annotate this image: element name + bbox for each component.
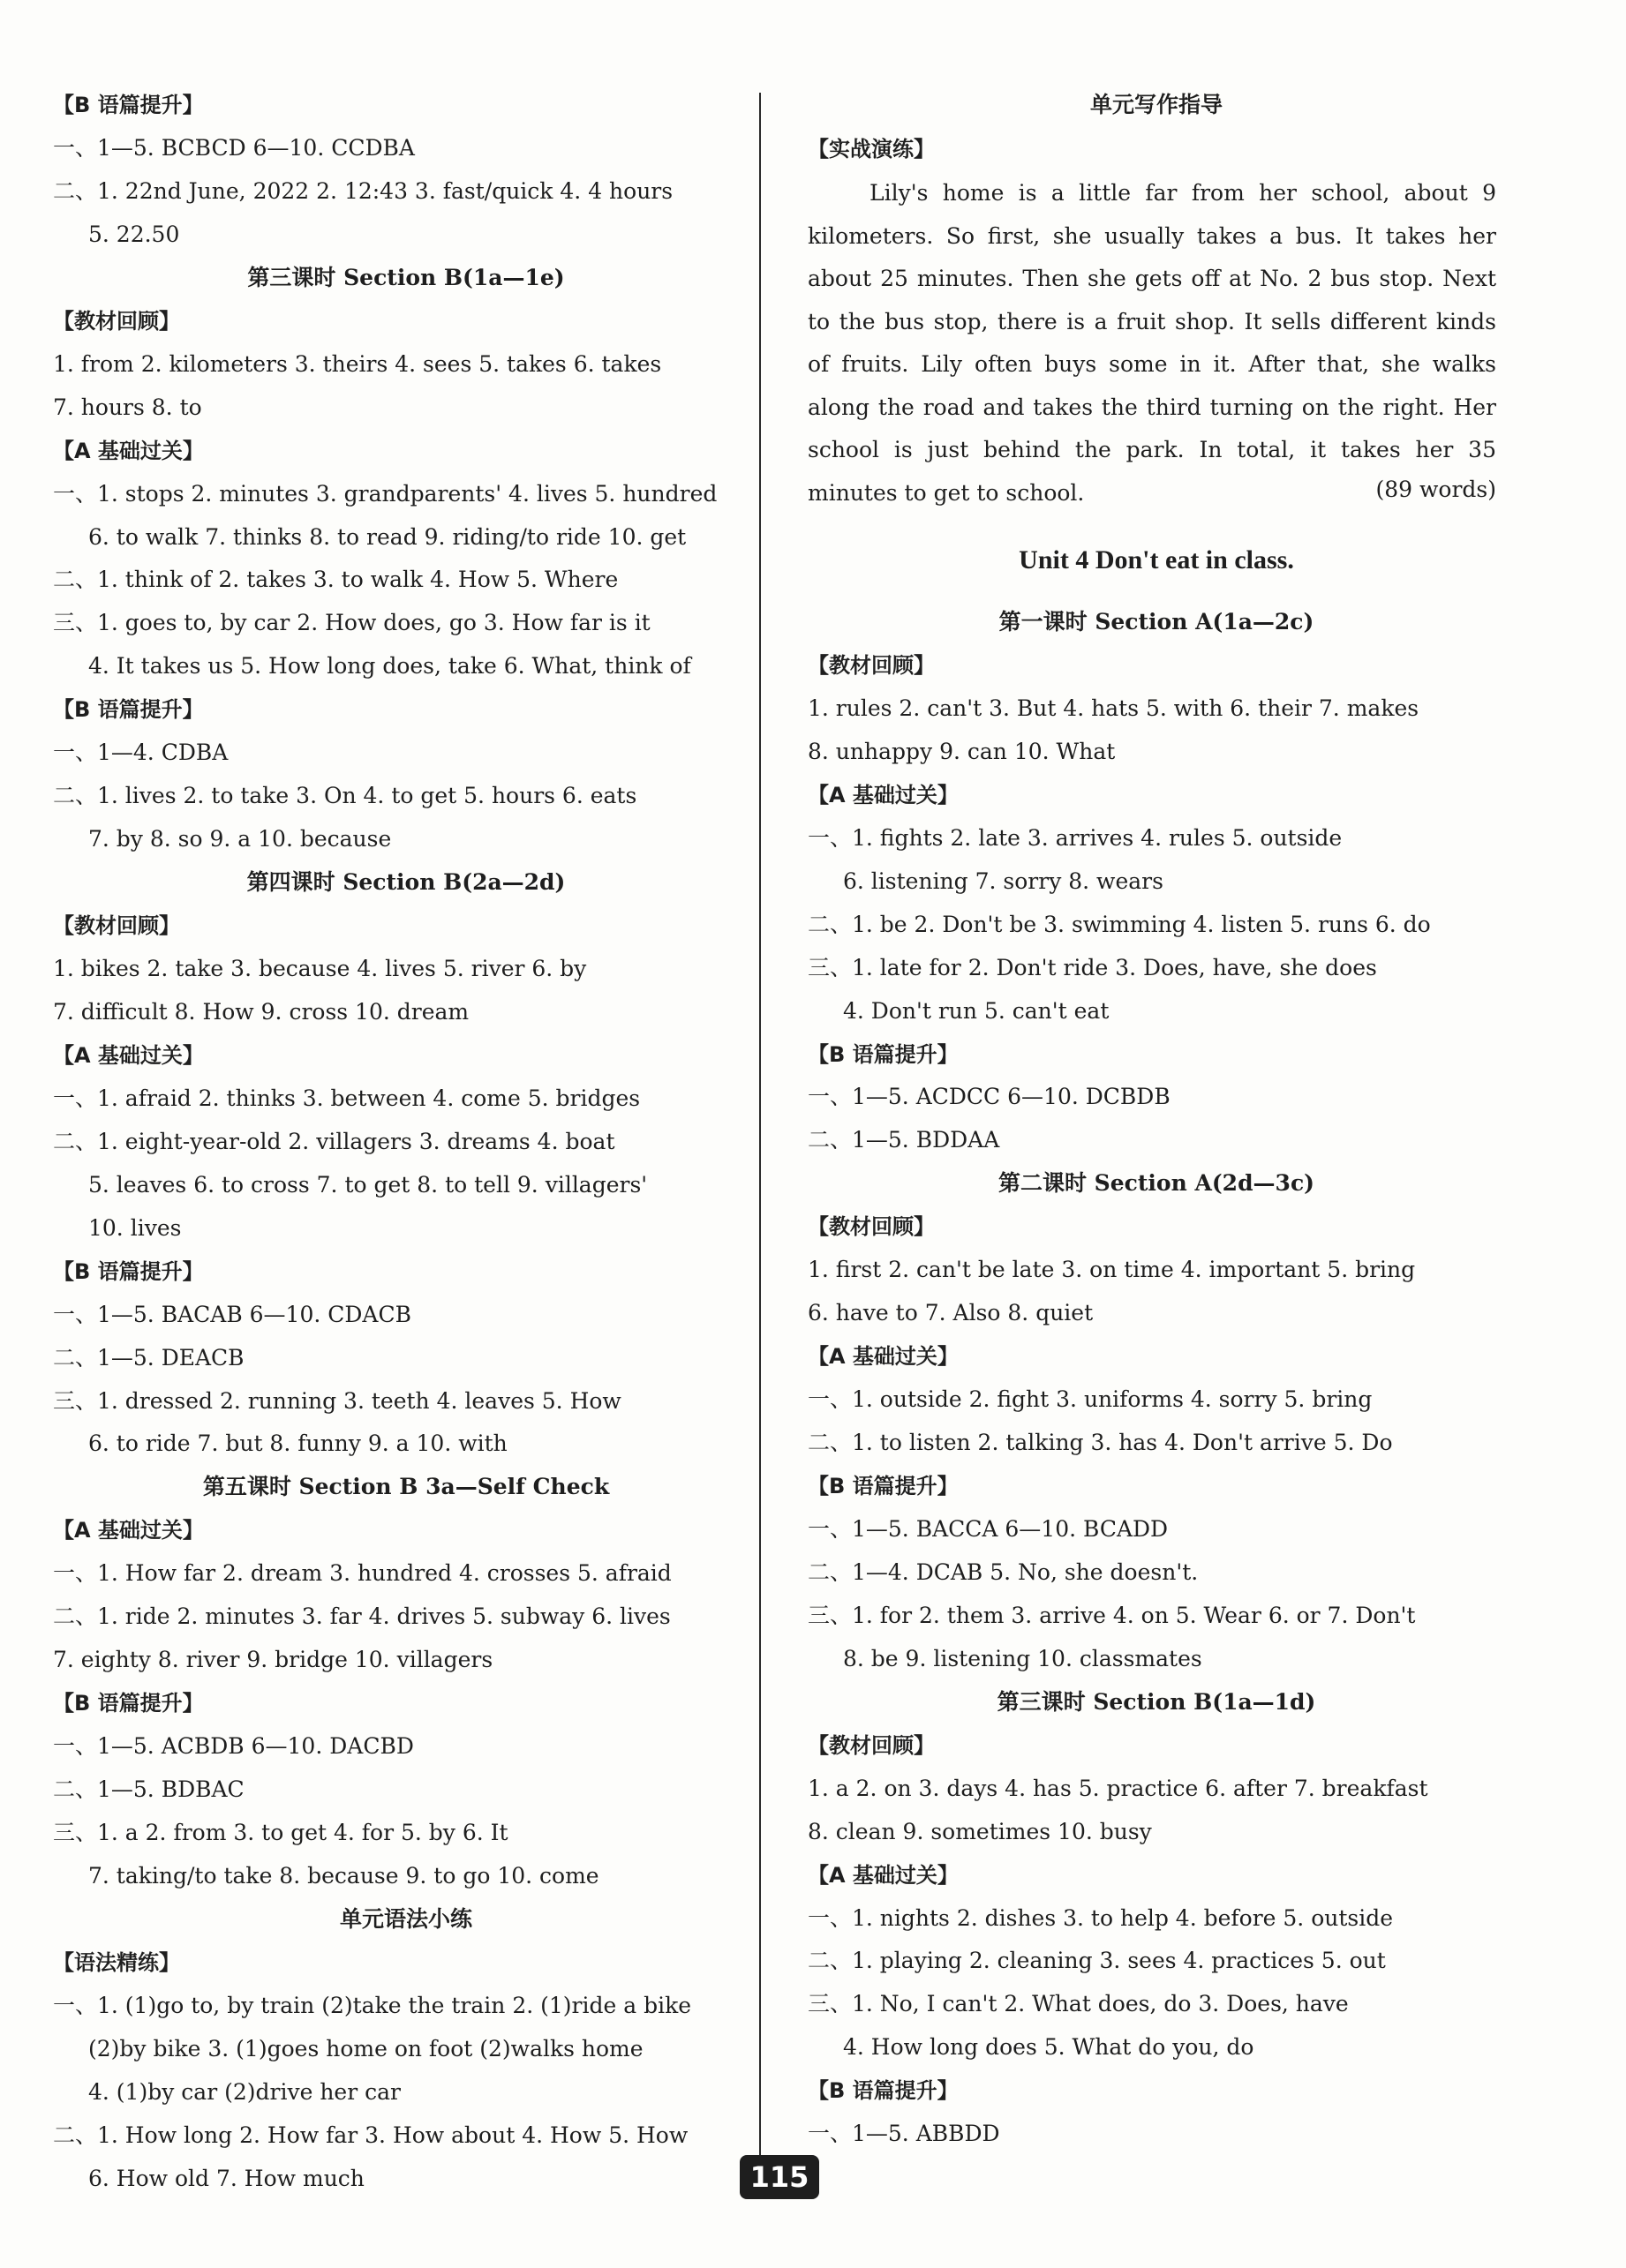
lesson-title: 第三课时 Section B(1a—1e) (247, 264, 565, 290)
section-heading: 【A 基础过关】 (53, 438, 204, 463)
answer-line: 二、1. How long 2. How far 3. How about 4. How 5. How (53, 2122, 689, 2148)
writing-guide-title: 单元写作指导 (1089, 92, 1223, 117)
answer-line: 一、1—5. BACAB 6—10. CDACB (53, 1301, 411, 1327)
lesson-title: 第一课时 Section A(1a—2c) (998, 609, 1314, 635)
section-heading: 【B 语篇提升】 (808, 1474, 959, 1498)
section-heading: 【A 基础过关】 (808, 1344, 959, 1370)
section-heading: 【教材回顾】 (808, 1214, 935, 1240)
answer-line: 1. rules 2. can't 3. But 4. hats 5. with 6. their 7. makes (808, 695, 1419, 721)
answer-line-continued: 4. It takes us 5. How long does, take 6. What, think of (88, 653, 691, 680)
answer-line: 二、1. playing 2. cleaning 3. sees 4. practices 5. out (808, 1948, 1386, 1974)
lesson-title: 第五课时 Section B 3a—Self Check (202, 1474, 610, 1500)
answer-line: 三、1. No, I can't 2. What does, do 3. Does, have (808, 1991, 1349, 2017)
answer-line: 二、1—5. BDBAC (53, 1776, 245, 1803)
answer-line: 一、1—5. ABBDD (808, 2121, 1000, 2147)
lesson-title: 第四课时 Section B(2a—2d) (246, 869, 566, 896)
answer-line: 二、1—4. DCAB 5. No, she doesn't. (808, 1558, 1199, 1585)
answer-line: 二、1. think of 2. takes 3. to walk 4. How 5. Where (53, 567, 619, 593)
section-heading: 【B 语篇提升】 (53, 1691, 204, 1716)
section-heading: 【教材回顾】 (808, 652, 935, 678)
answer-line: 二、1. lives 2. to take 3. On 4. to get 5. hours 6. eats (53, 783, 637, 809)
answer-line: 一、1. nights 2. dishes 3. to help 4. before 5. outside (808, 1904, 1394, 1931)
unit-title: Unit 4 Don't eat in class. (1019, 545, 1294, 575)
answer-line: 一、1—4. CDBA (53, 740, 229, 766)
answer-line: 二、1—5. DEACB (53, 1344, 245, 1371)
answer-line: 一、1—5. ACBDB 6—10. DACBD (53, 1733, 414, 1760)
answer-line: 二、1—5. BDDAA (808, 1127, 1000, 1153)
section-heading: 【A 基础过关】 (808, 782, 959, 807)
answer-line: 8. unhappy 9. can 10. What (808, 738, 1116, 764)
answer-line: 三、1. goes to, by car 2. How does, go 3. How far is it (53, 610, 651, 636)
answer-line-continued: 8. be 9. listening 10. classmates (843, 1645, 1202, 1671)
lesson-title: 第二课时 Section A(2d—3c) (997, 1170, 1315, 1197)
answer-line: 二、1. eight-year-old 2. villagers 3. dreams 4. boat (53, 1128, 615, 1154)
answer-line: 三、1. late for 2. Don't ride 3. Does, have, she does (808, 954, 1377, 980)
answer-line: 一、1—5. BCBCD 6—10. CCDBA (53, 134, 415, 161)
lesson-title: 单元语法小练 (339, 1905, 472, 1932)
answer-line-continued: 10. lives (88, 1214, 182, 1241)
section-heading: 【语法精练】 (53, 1949, 180, 1975)
section-heading: 【A 基础过关】 (53, 1042, 204, 1068)
answer-line: 一、1—5. ACDCC 6—10. DCBDB (808, 1084, 1171, 1110)
answer-line: 二、1. 22nd June, 2022 2. 12:43 3. fast/quick 4. 4 hours (53, 177, 674, 204)
answer-line: 8. clean 9. sometimes 10. busy (808, 1818, 1152, 1844)
answer-line-continued: 6. to ride 7. but 8. funny 9. a 10. with (88, 1431, 508, 1457)
section-heading: 【B 语篇提升】 (53, 93, 204, 117)
answer-line: 三、1. a 2. from 3. to get 4. for 5. by 6. It (53, 1820, 508, 1845)
word-count: (89 words) (1375, 477, 1496, 502)
answer-line: 三、1. for 2. them 3. arrive 4. on 5. Wear 6. or 7. Don't (808, 1602, 1416, 1628)
answer-line: 一、1. outside 2. fight 3. uniforms 4. sorry 5. bring (808, 1386, 1373, 1413)
answer-line: 1. a 2. on 3. days 4. has 5. practice 6. after 7. breakfast (808, 1775, 1428, 1801)
answer-line: 1. first 2. can't be late 3. on time 4. important 5. bring (808, 1257, 1416, 1283)
writing-essay: Lily's home is a little far from her school, about 9 kilometers. So first, she usually takes a bus. It takes her about 25 minutes. Then she gets off at No. 2 bus stop. Next to the bus stop, there is a fruit shop. It sells different kinds of fruits. Lily often buys some in it. After that, she walks along the road and takes the third turning on the right. Her school is just behind the park. In total, it takes her 35 minutes to get to school. (808, 180, 1496, 506)
answer-line: 一、1. How far 2. dream 3. hundred 4. crosses 5. afraid (53, 1560, 672, 1587)
answer-line: 7. hours 8. to (53, 394, 202, 420)
section-heading: 【B 语篇提升】 (808, 2078, 959, 2104)
answer-line-continued: 6. to walk 7. thinks 8. to read 9. riding/to ride 10. get (88, 523, 687, 550)
answer-line-continued: 7. by 8. so 9. a 10. because (88, 826, 392, 852)
answer-line-continued: 6. How old 7. How much (88, 2165, 365, 2191)
answer-line-continued: 5. leaves 6. to cross 7. to get 8. to tell 9. villagers' (88, 1171, 648, 1198)
section-heading: 【教材回顾】 (53, 913, 180, 939)
column-divider (759, 93, 761, 2158)
answer-line-continued: 4. How long does 5. What do you, do (843, 2034, 1254, 2061)
answer-line: 一、1. (1)go to, by train (2)take the train 2. (1)ride a bike (53, 1992, 692, 2018)
answer-line-continued: 4. (1)by car (2)drive her car (88, 2078, 401, 2105)
answer-line: 三、1. dressed 2. running 3. teeth 4. leaves 5. How (53, 1387, 621, 1414)
page-number: 115 (740, 2155, 819, 2199)
answer-line: 1. bikes 2. take 3. because 4. lives 5. river 6. by (53, 956, 587, 981)
answer-line: 一、1. afraid 2. thinks 3. between 4. come 5. bridges (53, 1085, 641, 1111)
answer-line: 二、1. ride 2. minutes 3. far 4. drives 5. subway 6. lives (53, 1603, 671, 1630)
section-heading: 【B 语篇提升】 (53, 1258, 204, 1284)
answer-line: 7. eighty 8. river 9. bridge 10. villagers (53, 1647, 493, 1673)
answer-line-continued: 7. taking/to take 8. because 9. to go 10. come (88, 1862, 599, 1889)
practice-heading: 【实战演练】 (808, 137, 935, 161)
answer-line: 7. difficult 8. How 9. cross 10. dream (53, 998, 470, 1025)
lesson-title: 第三课时 Section B(1a—1d) (997, 1688, 1316, 1715)
answer-line: 一、1—5. BACCA 6—10. BCADD (808, 1515, 1169, 1542)
section-heading: 【B 语篇提升】 (53, 697, 204, 723)
answer-line: 二、1. be 2. Don't be 3. swimming 4. listen 5. runs 6. do (808, 911, 1431, 937)
section-heading: 【A 基础过关】 (53, 1518, 204, 1543)
section-heading: 【A 基础过关】 (808, 1862, 959, 1888)
answer-line: 一、1. stops 2. minutes 3. grandparents' 4. lives 5. hundred (53, 480, 718, 507)
answer-line-continued: 6. listening 7. sorry 8. wears (843, 867, 1163, 894)
answer-line: 6. have to 7. Also 8. quiet (808, 1300, 1094, 1326)
answer-line-continued: 5. 22.50 (88, 221, 180, 247)
answer-line: 一、1. fights 2. late 3. arrives 4. rules 5. outside (808, 824, 1343, 851)
section-heading: 【教材回顾】 (808, 1732, 935, 1758)
answer-line: 1. from 2. kilometers 3. theirs 4. sees 5. takes 6. takes (53, 350, 662, 377)
answer-line-continued: 4. Don't run 5. can't eat (843, 997, 1110, 1024)
section-heading: 【教材回顾】 (53, 308, 180, 334)
section-heading: 【B 语篇提升】 (808, 1041, 959, 1067)
answer-line-continued: (2)by bike 3. (1)goes home on foot (2)walks home (88, 2035, 644, 2061)
answer-line: 二、1. to listen 2. talking 3. has 4. Don't arrive 5. Do (808, 1430, 1393, 1456)
